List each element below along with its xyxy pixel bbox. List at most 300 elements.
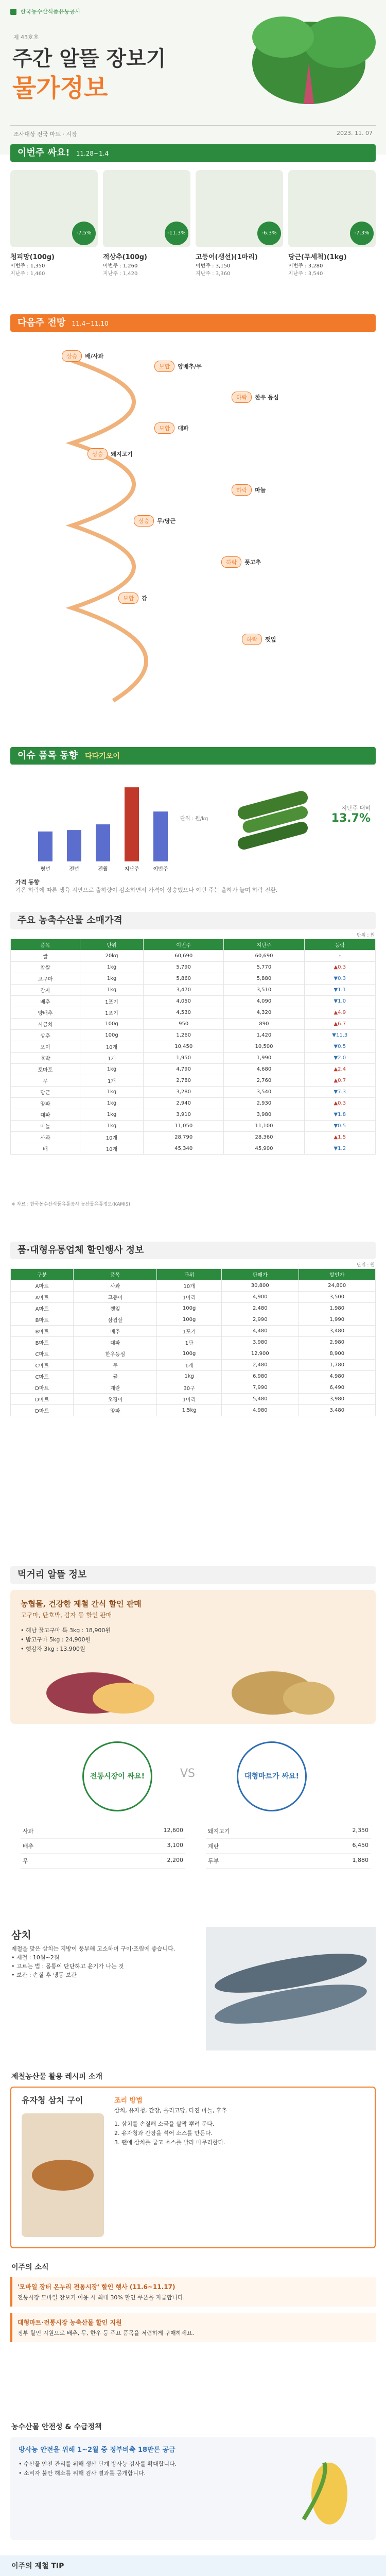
table-cell: 배 (11, 1143, 80, 1155)
news-items (10, 2277, 376, 2348)
table-cell: 45,900 (224, 1143, 304, 1155)
table-cell: 3,480 (299, 1405, 375, 1416)
forecast-node-label: 배/사과 (85, 353, 104, 360)
news-item[interactable] (10, 2313, 376, 2342)
table-cell: 24,800 (299, 1280, 375, 1292)
table-cell: 10개 (80, 1041, 143, 1053)
table-cell: 5,790 (144, 962, 224, 973)
corn-illustration (293, 2458, 365, 2530)
compare-item: 배추 (23, 1843, 34, 1850)
price-table-header: 단위 (80, 939, 143, 951)
forecast-node (154, 361, 202, 372)
table-cell: D마트 (11, 1405, 74, 1416)
table-row (11, 1075, 376, 1087)
table-cell: 1포기 (80, 996, 143, 1007)
table-cell: ▲6.7 (304, 1019, 375, 1030)
table-cell: A마트 (11, 1292, 74, 1303)
table-cell: 1kg (80, 1109, 143, 1121)
table-cell: 890 (224, 1019, 304, 1030)
table-cell: 마늘 (11, 1121, 80, 1132)
table-cell: 삼겹살 (74, 1314, 157, 1326)
forecast-node-label: 감 (142, 595, 147, 602)
date: 2023. 11. 07 (337, 130, 373, 137)
table-cell: 4,050 (144, 996, 224, 1007)
fish-line: • 제철 : 10월~2월 (11, 1954, 60, 1961)
news-body: 전통시장 모바일 장보기 이용 시 최대 30% 할인 쿠폰을 지급합니다. (17, 2294, 185, 2301)
table-cell: 호박 (11, 1053, 80, 1064)
table-cell: 4,980 (222, 1405, 299, 1416)
table-cell: 3,280 (144, 1087, 224, 1098)
table-row (11, 1280, 376, 1292)
price-table-bar: 주요 농축수산물 소매가격 (10, 912, 376, 929)
discount-table (10, 1268, 376, 1416)
safety-headline: 방사능 안전을 위해 1~2월 중 정부비축 18만톤 공급 (19, 2446, 176, 2454)
forecast-arrow-label: 보합 (118, 592, 138, 604)
table-cell: 11,050 (144, 1121, 224, 1132)
table-cell: 쌀 (11, 951, 80, 962)
table-cell: 28,790 (144, 1132, 224, 1143)
table-cell: 1kg (80, 985, 143, 996)
issue-change: 지난주 대비 13.7% (331, 805, 371, 825)
table-cell: 2,480 (222, 1303, 299, 1314)
forecast-node-label: 무/당근 (157, 518, 176, 524)
table-cell: 1포기 (157, 1326, 222, 1337)
recipe-bar: 제철농산물 활용 레시피 소개 (11, 2073, 102, 2081)
table-cell: 5,480 (222, 1394, 299, 1405)
table-cell: C마트 (11, 1348, 74, 1360)
table-row (11, 1326, 376, 1337)
table-row (11, 1053, 376, 1064)
table-cell: 고구마 (11, 973, 80, 985)
discount-table-unit: 단위 : 원 (357, 1263, 375, 1268)
forecast-arrow-label: 보합 (154, 422, 174, 434)
table-cell: 10개 (157, 1280, 222, 1292)
issue-category-label: 평년 (40, 867, 50, 872)
table-cell: 2,780 (144, 1075, 224, 1087)
issue-bar (38, 832, 52, 861)
large-mart-list (206, 1824, 371, 1869)
table-cell: 6,980 (222, 1371, 299, 1382)
table-row (11, 1041, 376, 1053)
food-tip-lines (21, 1626, 111, 1654)
forecast-arrow-label: 상승 (62, 350, 82, 362)
table-cell: C마트 (11, 1371, 74, 1382)
price-table-header: 이번주 (144, 939, 224, 951)
season-section (0, 2555, 386, 2576)
table-cell: 3,980 (222, 1337, 299, 1348)
table-row (11, 1007, 376, 1019)
cheap-item-badge: -6.3% (257, 222, 281, 245)
table-cell: 1kg (157, 1371, 222, 1382)
table-cell: 귤 (74, 1371, 157, 1382)
table-cell: 3,470 (144, 985, 224, 996)
table-row (11, 1314, 376, 1326)
recipe-subtitle: 조리 방법 (114, 2097, 143, 2105)
table-cell: 4,790 (144, 1064, 224, 1075)
table-row (11, 1098, 376, 1109)
table-cell: 감자 (11, 985, 80, 996)
season-bar: 이주의 제철 TIP (11, 2562, 64, 2570)
table-row (11, 1064, 376, 1075)
compare-price: 1,880 (352, 1857, 369, 1863)
table-cell: 배추 (74, 1326, 157, 1337)
compare-item: 무 (23, 1858, 28, 1865)
forecast-arrow-label: 보합 (154, 361, 174, 372)
table-cell: 1,980 (299, 1303, 375, 1314)
logo-text: 한국농수산식품유통공사 (20, 8, 81, 15)
table-cell: 1,260 (144, 1030, 224, 1041)
title-line1: 주간 알뜰 장보기 (12, 47, 166, 71)
cheap-item-name: 적상추(100g) (103, 253, 147, 261)
cheap-item-line1: 이번주 : 1,350 (10, 263, 45, 269)
table-cell: ▼1.2 (304, 1143, 375, 1155)
issue-bar (153, 811, 168, 861)
table-row (11, 1121, 376, 1132)
table-cell: A마트 (11, 1280, 74, 1292)
table-cell: B마트 (11, 1326, 74, 1337)
cheap-item-line1: 이번주 : 3,150 (196, 263, 231, 269)
forecast-section (0, 314, 386, 742)
table-cell: 10,500 (224, 1041, 304, 1053)
news-bar: 이주의 소식 (11, 2263, 49, 2272)
table-cell: 20kg (80, 951, 143, 962)
table-cell: 사과 (74, 1280, 157, 1292)
table-row (11, 1371, 376, 1382)
large-mart-badge: 대형마트가 싸요! (237, 1741, 307, 1811)
recipe-ingredients: 삼치, 유자청, 간장, 올리고당, 다진 마늘, 후추 (114, 2107, 227, 2114)
table-cell: 100g (157, 1348, 222, 1360)
table-cell: D마트 (11, 1394, 74, 1405)
table-row (11, 985, 376, 996)
compare-item: 사과 (23, 1828, 34, 1835)
spinach-illustration (232, 6, 376, 109)
forecast-node-label: 깻잎 (265, 636, 276, 643)
tip-line: • 밤고구마 5kg : 24,900원 (21, 1636, 91, 1643)
table-cell: 1.5kg (157, 1405, 222, 1416)
cheap-item-name: 고등어(생선)(1마리) (196, 253, 258, 261)
table-cell: 100g (80, 1019, 143, 1030)
table-cell: 100g (157, 1303, 222, 1314)
table-cell: 1,950 (144, 1053, 224, 1064)
table-cell: 10개 (80, 1143, 143, 1155)
issue-category-label: 지난주 (124, 867, 139, 872)
compare-item: 두부 (208, 1858, 219, 1865)
table-cell: ▼1.8 (304, 1109, 375, 1121)
table-cell: 1개 (157, 1360, 222, 1371)
table-cell: 3,500 (299, 1292, 375, 1303)
logo (10, 7, 80, 15)
table-cell: A마트 (11, 1303, 74, 1314)
sweet-potato-illustration (31, 1662, 350, 1719)
table-row (11, 996, 376, 1007)
table-cell: 고등어 (74, 1292, 157, 1303)
forecast-arrow-label: 하락 (242, 634, 262, 645)
cheap-item-name: 청피망(100g) (10, 253, 55, 261)
table-cell: 30,800 (222, 1280, 299, 1292)
cheap-bar: 이번주 싸요! 11.28~1.4 (10, 144, 376, 162)
recipe-step: 1. 삼치를 손질해 소금을 살짝 뿌려 둔다. (114, 2121, 215, 2127)
table-cell: 2,930 (224, 1098, 304, 1109)
table-cell: 1kg (80, 1121, 143, 1132)
table-cell: 양배추 (11, 1007, 80, 1019)
table-cell: ▼2.0 (304, 1053, 375, 1064)
table-cell: 무 (74, 1360, 157, 1371)
table-cell: 4,480 (222, 1326, 299, 1337)
survey-meta: 조사대상 전국 마트 · 시장 (13, 131, 77, 138)
title-line2: 물가정보 (12, 74, 108, 103)
table-row (11, 951, 376, 962)
table-cell: 45,340 (144, 1143, 224, 1155)
mackerel-illustration (206, 1927, 376, 2050)
table-cell: ▼0.5 (304, 1121, 375, 1132)
fish-section (0, 1927, 386, 2061)
compare-price: 2,350 (352, 1827, 369, 1834)
cheap-item-line1: 이번주 : 1,260 (103, 263, 138, 269)
table-cell: 7,990 (222, 1382, 299, 1394)
table-cell: 계란 (74, 1382, 157, 1394)
compare-price: 3,100 (167, 1842, 183, 1849)
table-cell: 2,980 (299, 1337, 375, 1348)
safety-card (10, 2437, 376, 2540)
cheap-item-line2: 지난주 : 1,420 (103, 271, 138, 277)
table-cell: 5,860 (144, 973, 224, 985)
table-cell: 11,100 (224, 1121, 304, 1132)
forecast-node-label: 양배추/무 (178, 363, 202, 370)
recipe-step: 2. 유자청과 간장을 섞어 소스를 만든다. (114, 2130, 213, 2137)
forecast-bar: 다음주 전망 11.4~11.10 (10, 314, 376, 332)
table-cell: 4,980 (299, 1371, 375, 1382)
table-row (11, 1292, 376, 1303)
discount-table-wrap (10, 1268, 376, 1416)
forecast-node (62, 350, 103, 362)
table-cell: 60,690 (144, 951, 224, 962)
table-cell: 4,530 (144, 1007, 224, 1019)
table-row (11, 1109, 376, 1121)
news-title: '모바일 장터 온누리 전통시장' 할인 행사 (11.6~11.17) (17, 2283, 176, 2291)
table-cell: ▲0.3 (304, 962, 375, 973)
table-cell: 토마토 (11, 1064, 80, 1075)
food-tip-card (10, 1590, 376, 1724)
table-cell: 대파 (11, 1109, 80, 1121)
table-row (11, 1337, 376, 1348)
issue-category-label: 전월 (98, 867, 108, 872)
compare-row (206, 1854, 371, 1869)
table-cell: 사과 (11, 1132, 80, 1143)
fish-line: • 보관 : 손질 후 냉동 보관 (11, 1972, 77, 1978)
price-table (10, 939, 376, 1155)
table-row (11, 1348, 376, 1360)
table-row (11, 1132, 376, 1143)
cheap-section (0, 144, 386, 309)
header (0, 0, 386, 155)
price-table-section (0, 912, 386, 1221)
cheap-item (10, 170, 98, 299)
safety-line: • 수산물 안전 관리를 위해 생산 단계 방사능 검사를 확대합니다. (19, 2461, 177, 2467)
compare-row (206, 1839, 371, 1854)
table-cell: B마트 (11, 1314, 74, 1326)
table-row (11, 1143, 376, 1155)
issue-bar-chart (21, 771, 175, 874)
table-cell: 3,980 (224, 1109, 304, 1121)
food-tip-headline: 농협몰, 건강한 제철 간식 할인 판매 (21, 1599, 142, 1608)
forecast-node-label: 대파 (178, 425, 189, 432)
table-cell: 4,320 (224, 1007, 304, 1019)
table-cell: 4,680 (224, 1064, 304, 1075)
table-cell: 깻잎 (74, 1303, 157, 1314)
forecast-node-label: 마늘 (255, 487, 266, 494)
recipe-card (10, 2087, 376, 2248)
table-cell: 상추 (11, 1030, 80, 1041)
table-cell: 2,940 (144, 1098, 224, 1109)
recipe-step: 3. 팬에 삼치를 굽고 소스를 발라 마무리한다. (114, 2139, 225, 2146)
table-row (11, 1030, 376, 1041)
table-cell: 2,480 (222, 1360, 299, 1371)
compare-price: 2,200 (167, 1857, 183, 1863)
news-item[interactable] (10, 2277, 376, 2307)
news-title: 대형마트·전통시장 농축산물 할인 지원 (17, 2319, 122, 2326)
forecast-node (232, 484, 266, 496)
table-cell: 1kg (80, 962, 143, 973)
table-cell: 10,450 (144, 1041, 224, 1053)
issue-bar (67, 830, 81, 861)
table-cell: ▼11.3 (304, 1030, 375, 1041)
food-tip-bar: 먹거리 알뜰 정보 (10, 1566, 376, 1584)
table-cell: 100g (80, 1030, 143, 1041)
table-cell: 1마리 (157, 1394, 222, 1405)
table-cell: ▲4.9 (304, 1007, 375, 1019)
table-row (11, 1360, 376, 1371)
table-cell: 무 (11, 1075, 80, 1087)
fish-line: • 고르는 법 : 몸통이 단단하고 윤기가 나는 것 (11, 1963, 124, 1970)
cheap-item (196, 170, 283, 299)
table-cell: 양파 (11, 1098, 80, 1109)
safety-line: • 소비자 불안 해소를 위해 검사 결과를 공개합니다. (19, 2470, 146, 2477)
table-row (11, 973, 376, 985)
issue-category-label: 이번주 (153, 867, 168, 872)
food-tip-sub: 고구마, 단호박, 감자 등 할인 판매 (21, 1612, 112, 1619)
forecast-node (87, 448, 133, 460)
discount-table-header: 단위 (157, 1269, 222, 1280)
table-cell: 4,090 (224, 996, 304, 1007)
table-cell: 12,900 (222, 1348, 299, 1360)
table-cell: 8,900 (299, 1348, 375, 1360)
forecast-arrow-label: 상승 (134, 515, 154, 527)
forecast-node (232, 392, 279, 403)
table-cell: 1,420 (224, 1030, 304, 1041)
fish-title: 삼치 (11, 1929, 31, 1941)
forecast-node (242, 634, 276, 645)
issue-bar (125, 787, 139, 861)
cheap-item-line2: 지난주 : 1,460 (10, 271, 45, 277)
issue-bar: 이슈 품목 동향 다다기오이 (10, 747, 376, 765)
table-cell: ▲2.4 (304, 1064, 375, 1075)
forecast-node-label: 한우 등심 (255, 394, 279, 401)
cheap-item-name: 당근(무세척)(1kg) (288, 253, 347, 261)
table-cell: 배추 (11, 996, 80, 1007)
table-cell: 2,760 (224, 1075, 304, 1087)
table-cell: 3,510 (224, 985, 304, 996)
table-cell: 100g (157, 1314, 222, 1326)
price-table-note: ※ 자료 : 한국농수산식품유통공사 농산물유통정보(KAMIS) (11, 1202, 130, 1207)
table-cell: 1kg (80, 1098, 143, 1109)
table-cell: 1kg (80, 973, 143, 985)
cheap-item (103, 170, 190, 299)
table-row (11, 1087, 376, 1098)
compare-row (206, 1824, 371, 1839)
discount-table-header: 구분 (11, 1269, 74, 1280)
cheap-item-line1: 이번주 : 3,280 (288, 263, 323, 269)
table-cell: 6,490 (299, 1382, 375, 1394)
issue-section (0, 747, 386, 907)
compare-row (21, 1854, 185, 1869)
price-table-header: 지난주 (224, 939, 304, 951)
discount-table-header: 할인가 (299, 1269, 375, 1280)
food-tip-section (0, 1566, 386, 1731)
cheap-item (288, 170, 376, 299)
table-cell: ▼0.5 (304, 1041, 375, 1053)
table-cell: - (304, 951, 375, 962)
table-cell: 찹쌀 (11, 962, 80, 973)
table-row (11, 1394, 376, 1405)
forecast-diagram (10, 340, 376, 732)
cheap-item-badge: -7.3% (350, 222, 374, 245)
table-cell: D마트 (11, 1382, 74, 1394)
price-table-header: 품목 (11, 939, 80, 951)
forecast-node (221, 556, 261, 568)
table-cell: 1,990 (299, 1314, 375, 1326)
compare-price: 6,450 (352, 1842, 369, 1849)
table-cell: C마트 (11, 1360, 74, 1371)
forecast-node (134, 515, 176, 527)
recipe-steps (114, 2120, 361, 2147)
price-table-header: 등락 (304, 939, 375, 951)
price-table-unit: 단위 : 원 (357, 933, 375, 938)
table-cell: 1단 (157, 1337, 222, 1348)
traditional-market-list (21, 1824, 185, 1869)
issue-bar (96, 824, 110, 861)
compare-item: 돼지고기 (208, 1828, 230, 1835)
traditional-market-badge: 전통시장이 싸요! (82, 1741, 152, 1811)
table-cell: 3,980 (299, 1394, 375, 1405)
forecast-arrow-label: 하락 (232, 484, 252, 496)
table-cell: B마트 (11, 1337, 74, 1348)
grilled-fish-illustration (22, 2113, 104, 2237)
safety-lines (19, 2460, 276, 2478)
price-table-wrap (10, 939, 376, 1155)
table-cell: 1개 (80, 1075, 143, 1087)
table-cell: 양파 (74, 1405, 157, 1416)
vs-label: VS (180, 1767, 196, 1780)
table-cell: 대파 (74, 1337, 157, 1348)
table-cell: ▼7.3 (304, 1087, 375, 1098)
table-cell: 1,990 (224, 1053, 304, 1064)
issue-number: 제 43호호 (13, 34, 39, 41)
forecast-arrow-label: 하락 (221, 556, 241, 568)
compare-price: 12,600 (163, 1827, 183, 1834)
table-cell: 1마리 (157, 1292, 222, 1303)
table-cell: ▼1.0 (304, 996, 375, 1007)
table-cell: 950 (144, 1019, 224, 1030)
table-cell: 3,910 (144, 1109, 224, 1121)
cucumber-illustration (232, 778, 314, 855)
table-cell: ▼1.1 (304, 985, 375, 996)
safety-bar: 농수산물 안전성 & 수급정책 (11, 2423, 102, 2431)
table-cell: 3,540 (224, 1087, 304, 1098)
table-row (11, 1405, 376, 1416)
discount-table-bar: 품·대형유통업체 할인행사 정보 (10, 1242, 376, 1259)
recipe-title: 유자청 삼치 구이 (22, 2095, 83, 2105)
tip-line: • 해남 꿀고구마 특 3kg : 18,900원 (21, 1627, 111, 1634)
